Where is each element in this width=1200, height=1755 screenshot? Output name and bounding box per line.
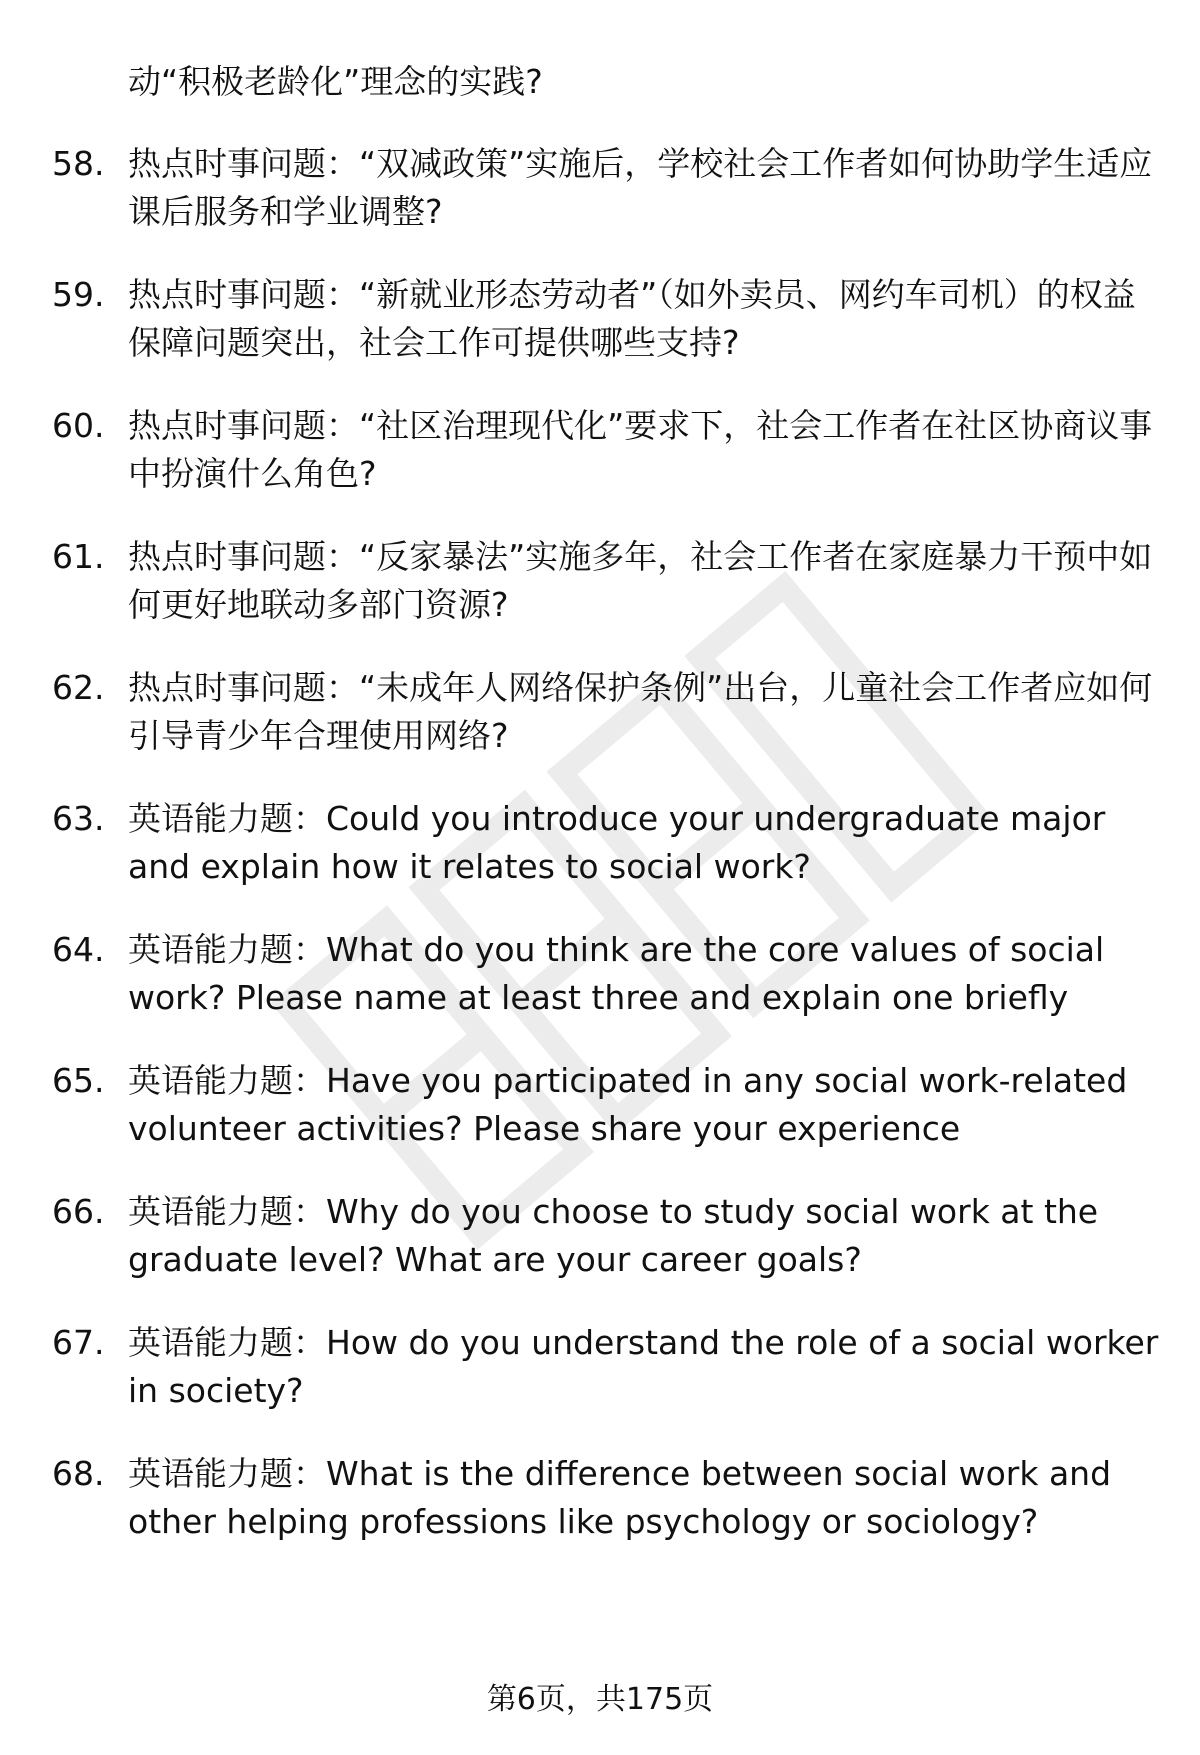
list-item xyxy=(0,271,1200,367)
item-text: 英语能力题：Have you participated in any social work-related volunteer activities? Please share your experience xyxy=(128,1061,1128,1148)
question-list xyxy=(0,140,1200,1581)
item-text: 热点时事问题：“未成年人网络保护条例”出台，儿童社会工作者应如何引导青少年合理使用网络? xyxy=(128,668,1153,755)
list-item xyxy=(0,664,1200,760)
item-number: 62. xyxy=(52,668,105,707)
item-text: 英语能力题：What is the difference between social work and other helping professions like psychology or sociology? xyxy=(128,1454,1112,1541)
continued-line: 动“积极老龄化”理念的实践? xyxy=(128,62,543,101)
list-item xyxy=(0,926,1200,1022)
list-item xyxy=(0,1057,1200,1153)
page-footer: 第6页，共175页 xyxy=(486,1682,714,1717)
list-item xyxy=(0,140,1200,236)
item-text: 英语能力题：Could you introduce your undergraduate major and explain how it relates to social work? xyxy=(128,799,1106,886)
item-number: 58. xyxy=(52,144,105,183)
item-number: 67. xyxy=(52,1323,105,1362)
item-text: 热点时事问题：“新就业形态劳动者”（如外卖员、网约车司机）的权益保障问题突出，社会工作可提供哪些支持? xyxy=(128,275,1136,362)
item-number: 66. xyxy=(52,1192,105,1231)
item-text: 热点时事问题：“双减政策”实施后，学校社会工作者如何协助学生适应课后服务和学业调整? xyxy=(128,144,1153,231)
item-text: 英语能力题：What do you think are the core values of social work? Please name at least three and explain one briefly xyxy=(128,930,1105,1017)
list-item xyxy=(0,402,1200,498)
list-item xyxy=(0,1450,1200,1546)
item-number: 61. xyxy=(52,537,105,576)
item-number: 68. xyxy=(52,1454,105,1493)
list-item xyxy=(0,533,1200,629)
list-item xyxy=(0,1188,1200,1284)
item-text: 英语能力题：Why do you choose to study social work at the graduate level? What are your career goals? xyxy=(128,1192,1099,1279)
item-number: 59. xyxy=(52,275,105,314)
item-number: 64. xyxy=(52,930,105,969)
item-number: 60. xyxy=(52,406,105,445)
list-item xyxy=(0,1319,1200,1415)
item-text: 英语能力题：How do you understand the role of a social worker in society? xyxy=(128,1323,1159,1410)
item-text: 热点时事问题：“反家暴法”实施多年，社会工作者在家庭暴力干预中如何更好地联动多部门资源? xyxy=(128,537,1153,624)
list-item xyxy=(0,795,1200,891)
item-number: 65. xyxy=(52,1061,105,1100)
item-text: 热点时事问题：“社区治理现代化”要求下，社会工作者在社区协商议事中扮演什么角色? xyxy=(128,406,1153,493)
item-number: 63. xyxy=(52,799,105,838)
